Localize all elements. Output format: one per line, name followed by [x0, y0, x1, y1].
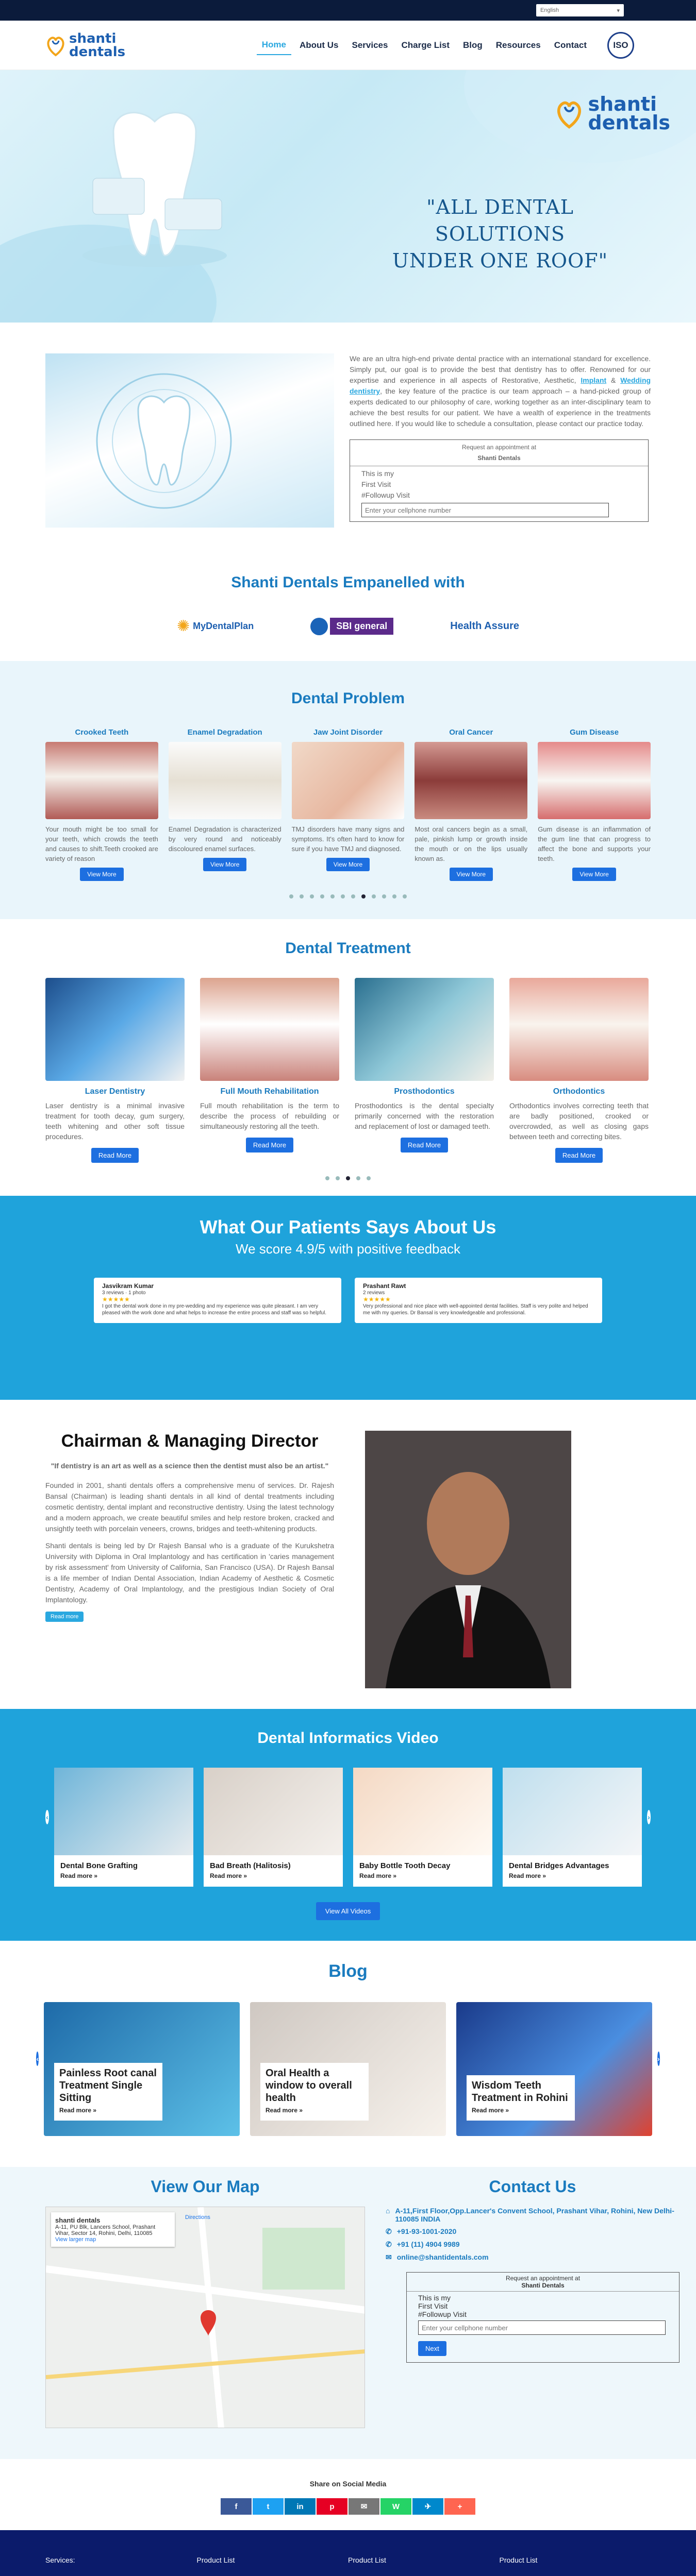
star-rating-icon: ★★★★★: [363, 1296, 391, 1303]
phone-link[interactable]: +91-93-1001-2020: [396, 2227, 457, 2235]
treatment-card: Prosthodontics Prosthodontics is the dental specialty primarily concerned with the restoration and replacement of lost or damaged teeth. Read More: [355, 978, 494, 1163]
followup-visit-option[interactable]: #Followup Visit: [418, 2310, 467, 2318]
share-more-icon[interactable]: +: [444, 2498, 475, 2515]
video-card[interactable]: Dental Bridges Advantages Read more »: [503, 1768, 642, 1887]
review-card: Prashant Rawt 2 reviews ★★★★★ Very professional and nice place with well-appointed dental facilities. Staff is very polite and helped me with my queries. Dr Bansal is very knowledgeable and professional.: [355, 1278, 602, 1323]
share-section: Share on Social Media f t in p ✉ W ✈ +: [0, 2459, 696, 2530]
tooth-illustration-icon: [77, 101, 232, 271]
treatment-card: Laser Dentistry Laser dentistry is a minimal invasive treatment for tooth decay, gum surgery, teeth whitening and other soft tissue procedures. Read More: [45, 978, 185, 1163]
footer-column: [500, 2556, 651, 2576]
twitter-icon[interactable]: t: [253, 2498, 284, 2515]
footer-link[interactable]: [197, 2571, 349, 2576]
logo[interactable]: shanti dentals: [45, 32, 125, 59]
first-visit-option[interactable]: First Visit: [418, 2302, 448, 2310]
oral-cancer-image: [415, 742, 527, 819]
certification-seal: ISO: [607, 32, 634, 59]
top-bar: [0, 0, 696, 21]
carousel-dots: [45, 894, 651, 899]
review-card: Jasvikram Kumar 3 reviews · 1 photo ★★★★★ I got the dental work done in my pre-wedding and my experience was quite pleasant. I am very pleased with the work done and what helps to increase the entire process and staff was so helpful.: [94, 1278, 341, 1323]
main-nav: [257, 32, 634, 59]
problem-card: Oral Cancer Most oral cancers begin as a small, pale, pinkish lump or growth inside the mouth or on the lips usually known as. View More: [415, 728, 527, 881]
appointment-form: Request an appointment at Shanti Dentals This is my First Visit #Followup Visit Enter your cellphone number: [350, 439, 649, 522]
mail-icon: ✉: [386, 2253, 392, 2261]
treatment-card: Orthodontics Orthodontics involves correcting teeth that are badly positioned, crooked or overcrowded, as well as closing gaps between teeth and correcting bites. Read More: [509, 978, 649, 1163]
footer-column-heading: Product List: [348, 2556, 386, 2564]
dental-problem-section: Dental Problem Crooked Teeth Your mouth might be too small for your teeth, which crowds the teeth and causes to shift.Teeth crooked are variety of reason View More Enamel Degradation Enamel Degradation is characterized by very round and noticeably discoloured enamel surfaces. View More Jaw Joint Disorder TMJ disorders have many signs and symptoms. It's often hard to know for sure if you have TMJ and diagnosed. View More Oral Cancer Most oral cancers begin as a small, pale, pinkish lump or growth inside the mouth or on the lips usually known as. View More Gum Disease Gum disease is an inflammation of the gum line that can progress to affect the bone and supports your teeth. View More: [0, 661, 696, 919]
first-visit-option[interactable]: First Visit: [361, 480, 391, 488]
read-more-button[interactable]: Read More: [401, 1138, 448, 1153]
footer-column: [45, 2556, 197, 2576]
problem-card: Enamel Degradation Enamel Degradation is characterized by very round and noticeably discoloured enamel surfaces. View More: [169, 728, 281, 881]
site-header: [0, 21, 696, 70]
star-rating-icon: ★★★★★: [102, 1296, 130, 1303]
location-pin-icon: ⌂: [386, 2207, 390, 2215]
footer-column-heading: Product List: [499, 2556, 538, 2564]
directions-link[interactable]: Directions: [185, 2214, 210, 2221]
map-info-card: shanti dentals A-11, PU Blk, Lancers School, Prashant Vihar, Sector 14, Rohini, Delhi, 110085 View larger map: [51, 2212, 175, 2247]
footer: [0, 2530, 696, 2576]
footer-column: [197, 2556, 349, 2576]
dental-treatment-section: Dental Treatment Laser Dentistry Laser dentistry is a minimal invasive treatment for tooth decay, gum surgery, teeth whitening and other soft tissue procedures. Read More Full Mouth Rehabilitation Full mouth rehabilitation is the term to describe the process of rebuilding or simultaneously restoring all the teeth. Read More Prosthodontics Prosthodontics is the dental specialty primarily concerned with the restoration and replacement of lost or damaged teeth. Read More Orthodontics Orthodontics involves correcting teeth that are badly positioned, crooked or overcrowded, as well as closing gaps between teeth and correcting bites. Read More: [0, 919, 696, 1196]
carousel-dots: [45, 1176, 651, 1180]
blog-section: Blog ‹ Painless Root canal Treatment Single Sitting Read more » Oral Health a window to overall health Read more » Wisdom Teeth Treatment in Rohini Read more » ›: [0, 1941, 696, 2167]
cellphone-input[interactable]: [418, 2320, 666, 2335]
followup-visit-option[interactable]: #Followup Visit: [361, 491, 410, 499]
telegram-icon[interactable]: ✈: [412, 2498, 443, 2515]
nav-services[interactable]: Services: [352, 40, 388, 50]
read-more-button[interactable]: Read more: [45, 1612, 84, 1622]
view-more-button[interactable]: View More: [572, 868, 616, 881]
hero-logo: shanti dentals: [554, 95, 670, 132]
footer-column-heading: Services:: [45, 2556, 75, 2564]
email-icon[interactable]: ✉: [349, 2498, 379, 2515]
mydentalplan-logo: ✺ MyDentalPlan: [177, 618, 254, 635]
nav-charge-list[interactable]: Charge List: [401, 40, 450, 50]
about-section: [0, 323, 696, 553]
chevron-left-icon[interactable]: ‹: [45, 1810, 49, 1824]
implant-link[interactable]: Implant: [581, 376, 607, 384]
view-more-button[interactable]: View More: [80, 868, 123, 881]
footer-link[interactable]: [45, 2571, 197, 2576]
enamel-degradation-image: [169, 742, 281, 819]
footer-column: [348, 2556, 500, 2576]
laser-dentistry-image: [45, 978, 185, 1081]
footer-column-heading: Product List: [196, 2556, 235, 2564]
next-button[interactable]: Next: [418, 2341, 446, 2356]
blog-card[interactable]: Oral Health a window to overall health Read more »: [250, 2002, 446, 2136]
treatment-card: Full Mouth Rehabilitation Full mouth rehabilitation is the term to describe the process of rebuilding or simultaneously restoring all the teeth. Read More: [200, 978, 339, 1163]
reviews-section: What Our Patients Says About Us We score 4.9/5 with positive feedback Jasvikram Kumar 3 reviews · 1 photo ★★★★★ I got the dental work done in my pre-wedding and my experience was quite pleasant. I am very pleased with the work done and what helps to increase the entire process and staff was so helpful. Prashant Rawt 2 reviews ★★★★★ Very professional and nice place with well-appointed dental facilities. Staff is very polite and helped me with my queries. Dr Bansal is very knowledgeable and professional.: [0, 1196, 696, 1400]
view-more-button[interactable]: View More: [450, 868, 493, 881]
video-card[interactable]: Baby Bottle Tooth Decay Read more »: [353, 1768, 492, 1887]
hero-tagline: "ALL DENTAL SOLUTIONS UNDER ONE ROOF": [392, 196, 608, 272]
contact-block: Contact Us ⌂ A-11,First Floor,Opp.Lancer's Convent School, Prashant Vihar, Rohini, New Delhi-110085 INDIA ✆ +91-93-1001-2020 ✆ +91 (11) 4904 9989 ✉ online@shantidentals.com Request an appointment at Shanti Dentals This is my First Visit #Followup Visit Enter your cellphone number Next: [386, 2177, 680, 2428]
cellphone-input[interactable]: [361, 503, 609, 517]
appointment-form: Request an appointment at Shanti Dentals This is my First Visit #Followup Visit Enter your cellphone number Next: [406, 2272, 680, 2363]
view-more-button[interactable]: View More: [326, 858, 370, 871]
chevron-left-icon[interactable]: ‹: [36, 2052, 39, 2066]
sbi-general-logo: SBI general: [310, 618, 393, 635]
view-all-videos-button[interactable]: View All Videos: [316, 1902, 380, 1920]
problem-card: Crooked Teeth Your mouth might be too small for your teeth, which crowds the teeth and causes to shift.Teeth crooked are variety of reason View More: [45, 728, 158, 881]
nav-contact[interactable]: Contact: [554, 40, 587, 50]
nav-about[interactable]: About Us: [299, 40, 339, 50]
tooth-heart-logo-icon: [45, 33, 66, 57]
view-more-button[interactable]: View More: [203, 858, 246, 871]
hero-banner: [0, 70, 696, 323]
language-select[interactable]: English ▾: [536, 4, 624, 16]
full-mouth-image: [200, 978, 339, 1081]
read-more-button[interactable]: Read More: [91, 1148, 139, 1163]
video-card[interactable]: Dental Bone Grafting Read more »: [54, 1768, 193, 1887]
wedding-dentistry-link[interactable]: Wedding dentistry: [350, 376, 651, 395]
linkedin-icon[interactable]: in: [285, 2498, 316, 2515]
nav-resources[interactable]: Resources: [495, 40, 541, 50]
problem-card: Gum Disease Gum disease is an inflammation of the gum line that can progress to affect the bone and supports your teeth. View More: [538, 728, 651, 881]
map-contact-section: View Our Map shanti dentals A-11, PU Blk, Lancers School, Prashant Vihar, Sector 14, Rohini, Delhi, 110085 View larger map Directions Contact Us ⌂ A-11,First Floor,Opp.Lancer's Convent School, Prashant Vihar, Rohini, New Delhi-110085 INDIA ✆ +91-93-1001-2020 ✆ +91 (11) 4904 9989 ✉ online@shantidentals.com Request an appointment at Shanti Dentals This is my First Visit #Followup Visit Enter your cellphone number Next: [0, 2167, 696, 2459]
google-map[interactable]: [45, 2207, 365, 2428]
phone-icon: ✆: [386, 2227, 392, 2235]
health-assure-logo: Health Assure: [450, 620, 519, 632]
chevron-right-icon[interactable]: ›: [657, 2052, 660, 2066]
crooked-teeth-image: [45, 742, 158, 819]
gum-disease-image: [538, 742, 651, 819]
jaw-joint-image: [292, 742, 405, 819]
read-more-button[interactable]: Read More: [555, 1148, 603, 1163]
facebook-icon[interactable]: f: [221, 2498, 252, 2515]
phone-icon: ✆: [386, 2240, 392, 2248]
chevron-right-icon[interactable]: ›: [647, 1810, 651, 1824]
phone-link[interactable]: +91 (11) 4904 9989: [396, 2240, 460, 2248]
problem-card: Jaw Joint Disorder TMJ disorders have many signs and symptoms. It's often hard to know for sure if you have TMJ and diagnosed. View More: [292, 728, 405, 881]
email-link[interactable]: online@shantidentals.com: [396, 2253, 489, 2261]
about-image: [45, 353, 334, 528]
chairman-section: Chairman & Managing Director "If dentistry is an art as well as a science then the dentist must also be an artist." Founded in 2001, shanti dentals offers a comprehensive menu of services. Dr. Rajesh Bansal (Chairman) is leading shanti dentals in all kind of dental treatments including cosmetic dentistry, dental implant and reconstructive dentistry. Using the latest technology and a modern approach, we create beautiful smiles and help restore broken, cracked and unsightly teeth with porcelain veneers, crowns, bridges and teeth-whitening products. Shanti dentals is being led by Dr Rajesh Bansal who is a graduate of the Kurukshetra University with Diploma in Oral Implantology and has certification in 'caries management by risk assessment' from University of California, San Francisco (USA). Dr Rajesh Bansal is a life member of Indian Dental Association, Indian Academy of Aesthetic & Cosmetic Dentistry, Academy of Oral Implantology, and the prestigious Indian Society of Oral Implantology. Read more: [0, 1400, 696, 1709]
footer-link[interactable]: [500, 2571, 651, 2576]
pinterest-icon[interactable]: p: [317, 2498, 347, 2515]
nav-home[interactable]: Home: [257, 36, 291, 55]
prosthodontics-image: [355, 978, 494, 1081]
read-more-button[interactable]: Read More: [246, 1138, 293, 1153]
chevron-down-icon: ▾: [617, 7, 620, 14]
blog-card[interactable]: Wisdom Teeth Treatment in Rohini Read more »: [456, 2002, 652, 2136]
orthodontics-image: [509, 978, 649, 1081]
video-section: Dental Informatics Video ‹ Dental Bone Grafting Read more » Bad Breath (Halitosis) Read more » Baby Bottle Tooth Decay Read more » Dental Bridges Advantages Read more » › View All Videos: [0, 1709, 696, 1941]
about-text: We are an ultra high-end private dental practice with an international standard for excellence. Simply put, our goal is to provide the best that dentistry has to offer. Renowned for our expertise and experience in all aspects of Restorative, Aesthetic, Implant & Wedding dentistry, the key feature of the practice is our team approach – a hand-picked group of experts dedicated to our philosophy of care, working together as an inter-disciplinary team to achieve the best results for our patient. We have a wealth of experience in the treatments outlined here. If you would like to schedule a consultation, please contact our practice today.: [350, 354, 651, 428]
footer-link[interactable]: [348, 2571, 500, 2576]
nav-blog[interactable]: Blog: [463, 40, 483, 50]
chairman-portrait: [365, 1431, 571, 1688]
whatsapp-icon[interactable]: W: [380, 2498, 411, 2515]
tooth-heart-logo-icon: [554, 97, 584, 130]
empanelled-section: Shanti Dentals Empanelled with ✺ MyDentalPlan SBI general Health Assure: [0, 553, 696, 661]
blog-card[interactable]: Painless Root canal Treatment Single Sitting Read more »: [44, 2002, 240, 2136]
video-card[interactable]: Bad Breath (Halitosis) Read more »: [204, 1768, 343, 1887]
